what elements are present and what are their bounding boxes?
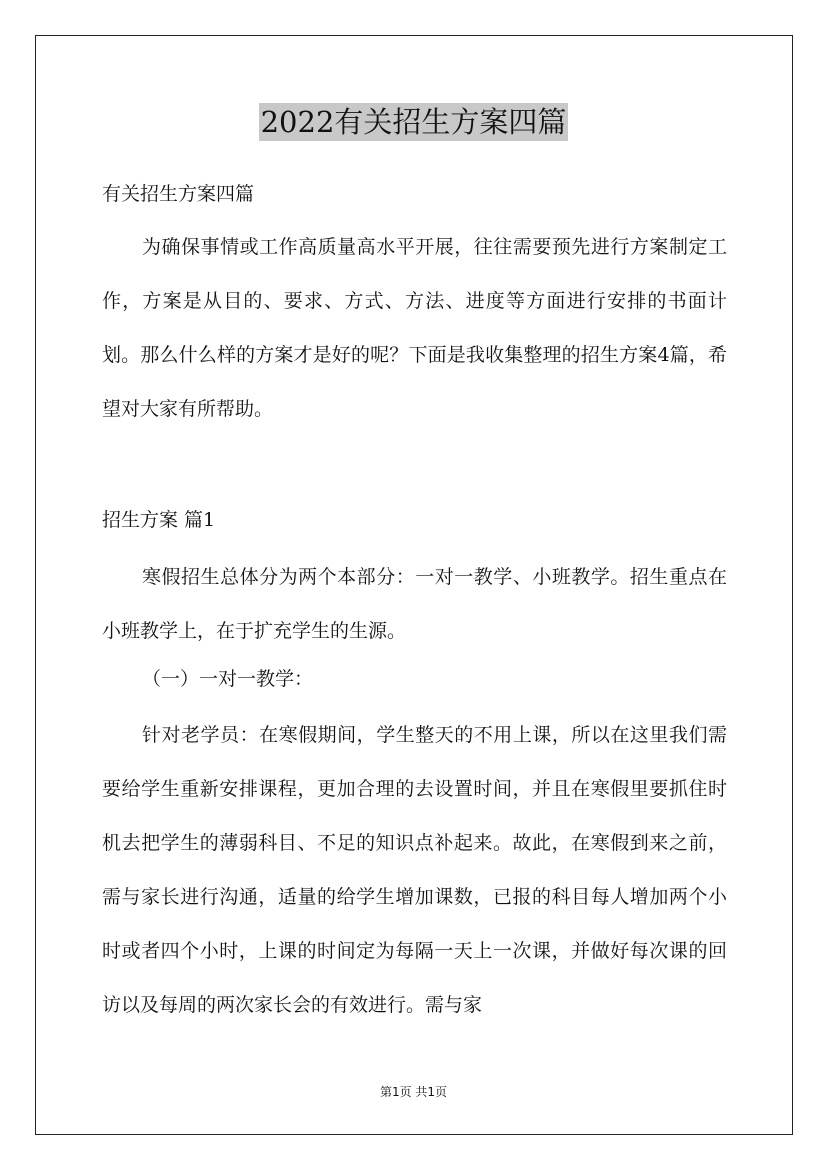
document-title-wrap (0, 100, 827, 141)
page-footer: 第1页 共1页 (379, 1085, 448, 1099)
section-paragraph-2: 针对老学员：在寒假期间，学生整天的不用上课，所以在这里我们需要给学生重新安排课程，更加合理的去设置时间，并且在寒假里要抓住时机去把学生的薄弱科目、不足的知识点补起来。故此，在寒假到来之前，需与家长进行沟通，适量的给学生增加课数，已报的科目每人增加两个小时或者四个小时，上课的时间定为每隔一天上一次课，并做好每次课的回访以及每周的两次家长会的有效进行。需与家 (102, 724, 727, 1016)
intro-heading: 有关招生方案四篇 (102, 183, 255, 205)
document-title: 2022有关招生方案四篇 (260, 105, 567, 139)
section-heading: 招生方案 篇1 (102, 509, 216, 531)
section-paragraph-1: 寒假招生总体分为两个本部分：一对一教学、小班教学。招生重点在小班教学上，在于扩充学生的生源。 (102, 566, 727, 642)
sub-heading: （一）一对一教学： (142, 668, 314, 690)
intro-paragraph: 为确保事情或工作高质量高水平开展，往往需要预先进行方案制定工作，方案是从目的、要求、方式、方法、进度等方面进行安排的书面计划。那么什么样的方案才是好的呢？下面是我收集整理的招生方案4篇，希望对大家有所帮助。 (102, 236, 727, 420)
